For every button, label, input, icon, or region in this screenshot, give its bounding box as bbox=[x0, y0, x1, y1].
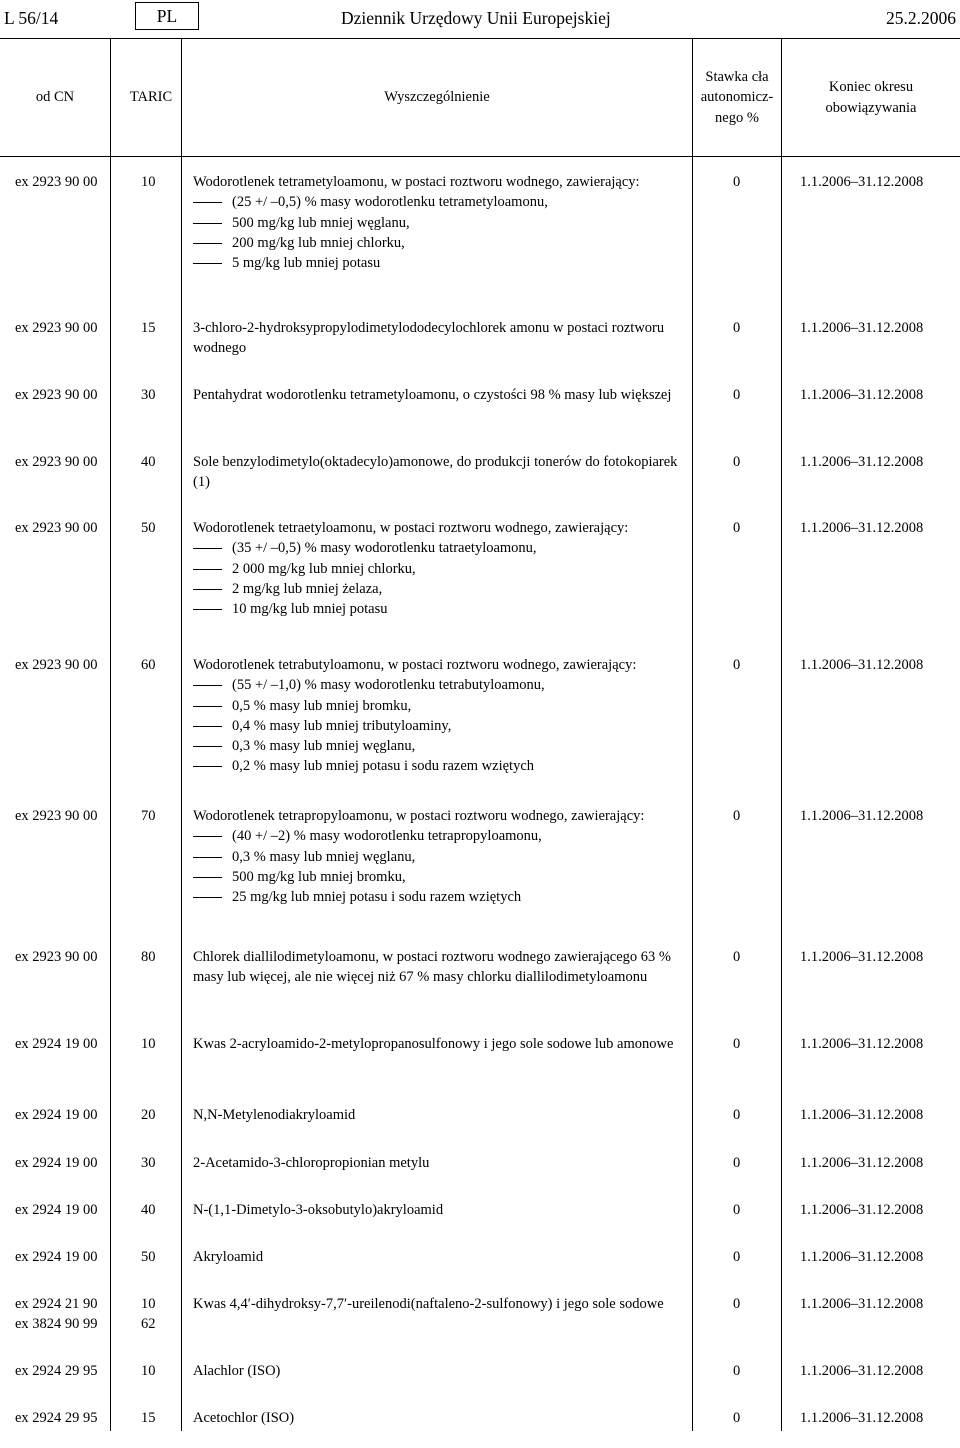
page-header bbox=[0, 0, 960, 32]
duty-rate: 0 bbox=[733, 949, 741, 965]
table-row bbox=[0, 1247, 960, 1287]
cn-code bbox=[15, 385, 98, 405]
cn-code-line: ex 2924 21 90 bbox=[15, 1296, 98, 1312]
taric-code bbox=[141, 806, 156, 826]
spec-item bbox=[193, 826, 683, 846]
spec-item-text: 25 mg/kg lub mniej potasu i sodu razem wziętych bbox=[232, 889, 522, 906]
taric-code-line: 40 bbox=[141, 454, 156, 470]
spec-item-text: 2 000 mg/kg lub mniej chlorku, bbox=[232, 560, 416, 577]
dash-marker bbox=[193, 756, 232, 776]
taric-code-line: 70 bbox=[141, 808, 156, 824]
dash-marker bbox=[193, 192, 232, 212]
taric-code bbox=[141, 1294, 156, 1335]
col-header-cn: od CN bbox=[35, 89, 75, 106]
duty-rate: 0 bbox=[733, 1363, 741, 1379]
taric-code bbox=[141, 655, 156, 675]
description bbox=[193, 385, 683, 405]
taric-code-line: 10 bbox=[141, 1036, 156, 1052]
dash-marker bbox=[193, 559, 232, 579]
description-text: Wodorotlenek tetrabutyloamonu, w postaci roztworu wodnego, zawierający: bbox=[193, 657, 637, 673]
cn-code bbox=[15, 806, 98, 826]
spec-item bbox=[193, 253, 683, 273]
cn-code bbox=[15, 1247, 98, 1267]
table-row bbox=[0, 1361, 960, 1401]
spec-item bbox=[193, 847, 683, 867]
spec-item bbox=[193, 559, 683, 579]
spec-item-text: 0,5 % masy lub mniej bromku, bbox=[232, 697, 412, 714]
dash-marker bbox=[193, 538, 232, 558]
description-text: Sole benzylodimetylo(oktadecylo)amonowe, do produkcji tonerów do fotokopiarek (1) bbox=[193, 454, 678, 491]
cn-code bbox=[15, 655, 98, 675]
taric-code bbox=[141, 1034, 156, 1054]
duty-rate: 0 bbox=[733, 657, 741, 673]
taric-code-line: 30 bbox=[141, 1155, 156, 1171]
description-text: N-(1,1-Dimetylo-3-oksobutylo)akryloamid bbox=[193, 1202, 444, 1218]
cn-code bbox=[15, 1105, 98, 1125]
spec-item bbox=[193, 696, 683, 716]
taric-code-line: 10 bbox=[141, 1363, 156, 1379]
validity-period: 1.1.2006–31.12.2008 bbox=[800, 1107, 924, 1123]
spec-item-text: 200 mg/kg lub mniej chlorku, bbox=[232, 234, 405, 251]
duty-rate: 0 bbox=[733, 1249, 741, 1265]
cn-code bbox=[15, 172, 98, 192]
spec-item bbox=[193, 675, 683, 695]
table-row bbox=[0, 518, 960, 648]
table-row bbox=[0, 452, 960, 512]
taric-code-line: 10 bbox=[141, 174, 156, 190]
spec-item bbox=[193, 736, 683, 756]
description bbox=[193, 947, 683, 988]
dash-marker bbox=[193, 233, 232, 253]
spec-item bbox=[193, 599, 683, 619]
spec-item bbox=[193, 579, 683, 599]
cn-code bbox=[15, 518, 98, 538]
duty-rate: 0 bbox=[733, 454, 741, 470]
taric-code-line: 62 bbox=[141, 1316, 156, 1333]
taric-code-line: 60 bbox=[141, 657, 156, 673]
taric-code bbox=[141, 452, 156, 472]
spec-item-text: 0,3 % masy lub mniej węglanu, bbox=[232, 738, 416, 755]
cn-code-line: ex 2924 19 00 bbox=[15, 1249, 98, 1265]
description bbox=[193, 318, 683, 359]
duty-rate: 0 bbox=[733, 387, 741, 403]
cn-code bbox=[15, 1294, 98, 1335]
description-text: Alachlor (ISO) bbox=[193, 1363, 281, 1379]
dash-marker bbox=[193, 675, 232, 695]
cn-code-line: ex 2923 90 00 bbox=[15, 387, 98, 403]
table-row bbox=[0, 806, 960, 936]
taric-code bbox=[141, 1361, 156, 1381]
duty-rate: 0 bbox=[733, 174, 741, 190]
cn-code-line: ex 2924 29 95 bbox=[15, 1363, 98, 1379]
validity-period: 1.1.2006–31.12.2008 bbox=[800, 1202, 924, 1218]
taric-code bbox=[141, 1408, 156, 1428]
taric-code-line: 10 bbox=[141, 1296, 156, 1312]
spec-item-text: 2 mg/kg lub mniej żelaza, bbox=[232, 580, 383, 597]
col-header-end: Koniec okresu obowiązywania bbox=[825, 79, 917, 116]
taric-code-line: 50 bbox=[141, 1249, 156, 1265]
validity-period: 1.1.2006–31.12.2008 bbox=[800, 1155, 924, 1171]
table-row bbox=[0, 947, 960, 1027]
dash-marker bbox=[193, 253, 232, 273]
spec-item-text: 10 mg/kg lub mniej potasu bbox=[232, 601, 388, 618]
taric-code-line: 40 bbox=[141, 1202, 156, 1218]
cn-code bbox=[15, 947, 98, 967]
spec-item bbox=[193, 867, 683, 887]
validity-period: 1.1.2006–31.12.2008 bbox=[800, 657, 924, 673]
cn-code bbox=[15, 452, 98, 472]
dash-marker bbox=[193, 579, 232, 599]
cn-code-line: ex 2924 19 00 bbox=[15, 1155, 98, 1171]
validity-period: 1.1.2006–31.12.2008 bbox=[800, 320, 924, 336]
cn-code-line: ex 2924 29 95 bbox=[15, 1410, 98, 1426]
validity-period: 1.1.2006–31.12.2008 bbox=[800, 520, 924, 536]
cn-code-line: ex 3824 90 99 bbox=[15, 1316, 98, 1333]
taric-code bbox=[141, 1105, 156, 1125]
spec-item-text: (40 +/ –2) % masy wodorotlenku tetrapropyloamonu, bbox=[232, 828, 542, 845]
description-text: Wodorotlenek tetrapropyloamonu, w postaci roztworu wodnego, zawierający: bbox=[193, 808, 645, 824]
description bbox=[193, 655, 683, 777]
duty-rate: 0 bbox=[733, 320, 741, 336]
taric-code bbox=[141, 172, 156, 192]
description bbox=[193, 1408, 683, 1428]
validity-period: 1.1.2006–31.12.2008 bbox=[800, 454, 924, 470]
table-row bbox=[0, 318, 960, 378]
table-row bbox=[0, 1408, 960, 1448]
description bbox=[193, 1247, 683, 1267]
page-reference: L 56/14 bbox=[4, 8, 59, 28]
description bbox=[193, 1034, 683, 1054]
cn-code-line: ex 2924 19 00 bbox=[15, 1107, 98, 1123]
validity-period: 1.1.2006–31.12.2008 bbox=[800, 1296, 924, 1312]
spec-item bbox=[193, 213, 683, 233]
table-row bbox=[0, 655, 960, 805]
cn-code-line: ex 2924 19 00 bbox=[15, 1202, 98, 1218]
duty-rate: 0 bbox=[733, 808, 741, 824]
taric-code-line: 30 bbox=[141, 387, 156, 403]
table-row bbox=[0, 1153, 960, 1193]
table-header bbox=[0, 39, 960, 156]
description bbox=[193, 1294, 683, 1314]
validity-period: 1.1.2006–31.12.2008 bbox=[800, 1363, 924, 1379]
cn-code-line: ex 2923 90 00 bbox=[15, 174, 98, 190]
cn-code bbox=[15, 1034, 98, 1054]
spec-item-text: 0,2 % masy lub mniej potasu i sodu razem wziętych bbox=[232, 758, 535, 775]
description-text: Kwas 4,4′-dihydroksy-7,7′-ureilenodi(naftaleno-2-sulfonowy) i jego sole sodowe bbox=[193, 1296, 664, 1312]
validity-period: 1.1.2006–31.12.2008 bbox=[800, 808, 924, 824]
cn-code bbox=[15, 1361, 98, 1381]
header-bottom-rule bbox=[0, 156, 960, 157]
description-text: Chlorek diallilodimetyloamonu, w postaci roztworu wodnego zawierającego 63 % masy lub więcej, ale nie więcej niż 67 % masy chlorku diallilodimetyloamonu bbox=[193, 949, 671, 986]
spec-item bbox=[193, 716, 683, 736]
cn-code-line: ex 2923 90 00 bbox=[15, 454, 98, 470]
spec-item-text: (25 +/ –0,5) % masy wodorotlenku tetrametyloamonu, bbox=[232, 194, 548, 211]
language-box: PL bbox=[135, 2, 199, 30]
duty-rate: 0 bbox=[733, 1202, 741, 1218]
validity-period: 1.1.2006–31.12.2008 bbox=[800, 387, 924, 403]
spec-item-text: 500 mg/kg lub mniej węglanu, bbox=[232, 214, 410, 231]
col-header-desc: Wyszczególnienie bbox=[384, 89, 490, 106]
taric-code-line: 15 bbox=[141, 1410, 156, 1426]
validity-period: 1.1.2006–31.12.2008 bbox=[800, 1036, 924, 1052]
dash-marker bbox=[193, 847, 232, 867]
taric-code bbox=[141, 947, 156, 967]
spec-item-text: 5 mg/kg lub mniej potasu bbox=[232, 255, 381, 272]
table-row bbox=[0, 1105, 960, 1145]
taric-code-line: 20 bbox=[141, 1107, 156, 1123]
cn-code-line: ex 2924 19 00 bbox=[15, 1036, 98, 1052]
taric-code bbox=[141, 1200, 156, 1220]
dash-marker bbox=[193, 213, 232, 233]
spec-item-text: (55 +/ –1,0) % masy wodorotlenku tetrabutyloamonu, bbox=[232, 677, 545, 694]
cn-code-line: ex 2923 90 00 bbox=[15, 657, 98, 673]
spec-item bbox=[193, 538, 683, 558]
journal-title: Dziennik Urzędowy Unii Europejskiej bbox=[341, 8, 611, 28]
taric-code-line: 50 bbox=[141, 520, 156, 536]
description bbox=[193, 806, 683, 907]
cn-code-line: ex 2923 90 00 bbox=[15, 520, 98, 536]
spec-item-text: 500 mg/kg lub mniej bromku, bbox=[232, 868, 406, 885]
description-text: N,N-Metylenodiakryloamid bbox=[193, 1107, 356, 1123]
duty-rate: 0 bbox=[733, 1107, 741, 1123]
taric-code bbox=[141, 385, 156, 405]
duty-rate: 0 bbox=[733, 520, 741, 536]
table-row bbox=[0, 1034, 960, 1094]
description-text: Akryloamid bbox=[193, 1249, 264, 1265]
taric-code-line: 80 bbox=[141, 949, 156, 965]
table-row bbox=[0, 172, 960, 312]
dash-marker bbox=[193, 696, 232, 716]
description bbox=[193, 1105, 683, 1125]
dash-marker bbox=[193, 599, 232, 619]
cn-code-line: ex 2923 90 00 bbox=[15, 320, 98, 336]
description-text: Pentahydrat wodorotlenku tetrametyloamonu, o czystości 98 % masy lub większej bbox=[193, 387, 672, 403]
cn-code bbox=[15, 318, 98, 338]
cn-code-line: ex 2923 90 00 bbox=[15, 808, 98, 824]
duty-rate: 0 bbox=[733, 1155, 741, 1171]
description-text: 2-Acetamido-3-chloropropionian metylu bbox=[193, 1155, 430, 1171]
validity-period: 1.1.2006–31.12.2008 bbox=[800, 949, 924, 965]
dash-marker bbox=[193, 736, 232, 756]
description bbox=[193, 1361, 683, 1381]
description bbox=[193, 1153, 683, 1173]
dash-marker bbox=[193, 887, 232, 907]
taric-code-line: 15 bbox=[141, 320, 156, 336]
taric-code bbox=[141, 1153, 156, 1173]
validity-period: 1.1.2006–31.12.2008 bbox=[800, 174, 924, 190]
duty-rate: 0 bbox=[733, 1296, 741, 1312]
validity-period: 1.1.2006–31.12.2008 bbox=[800, 1249, 924, 1265]
validity-period: 1.1.2006–31.12.2008 bbox=[800, 1410, 924, 1426]
spec-item bbox=[193, 192, 683, 212]
spec-item-text: 0,4 % masy lub mniej tributyloaminy, bbox=[232, 717, 452, 734]
taric-code bbox=[141, 518, 156, 538]
col-header-rate: Stawka cła autonomicznego % bbox=[700, 69, 774, 126]
cn-code bbox=[15, 1200, 98, 1220]
dash-marker bbox=[193, 716, 232, 736]
description-text: Wodorotlenek tetrametyloamonu, w postaci roztworu wodnego, zawierający: bbox=[193, 174, 640, 190]
cn-code bbox=[15, 1153, 98, 1173]
dash-marker bbox=[193, 826, 232, 846]
col-header-taric: TARIC bbox=[129, 89, 173, 106]
description bbox=[193, 518, 683, 619]
duty-rate: 0 bbox=[733, 1410, 741, 1426]
table-row bbox=[0, 1294, 960, 1354]
description bbox=[193, 172, 683, 273]
taric-code bbox=[141, 318, 156, 338]
taric-code bbox=[141, 1247, 156, 1267]
description-text: 3-chloro-2-hydroksypropylodimetylododecylochlorek amonu w postaci roztworu wodnego bbox=[193, 320, 665, 357]
spec-item bbox=[193, 233, 683, 253]
description-text: Wodorotlenek tetraetyloamonu, w postaci roztworu wodnego, zawierający: bbox=[193, 520, 629, 536]
spec-item bbox=[193, 887, 683, 907]
cn-code bbox=[15, 1408, 98, 1428]
publication-date: 25.2.2006 bbox=[886, 8, 956, 28]
spec-item bbox=[193, 756, 683, 776]
description-text: Acetochlor (ISO) bbox=[193, 1410, 295, 1426]
spec-item-text: 0,3 % masy lub mniej węglanu, bbox=[232, 848, 416, 865]
table-row bbox=[0, 1200, 960, 1240]
spec-item-text: (35 +/ –0,5) % masy wodorotlenku tatraetyloamonu, bbox=[232, 540, 537, 557]
cn-code-line: ex 2923 90 00 bbox=[15, 949, 98, 965]
table-row bbox=[0, 385, 960, 445]
description bbox=[193, 1200, 683, 1220]
dash-marker bbox=[193, 867, 232, 887]
duty-rate: 0 bbox=[733, 1036, 741, 1052]
description bbox=[193, 452, 683, 493]
description-text: Kwas 2-acryloamido-2-metylopropanosulfonowy i jego sole sodowe lub amonowe bbox=[193, 1036, 674, 1052]
